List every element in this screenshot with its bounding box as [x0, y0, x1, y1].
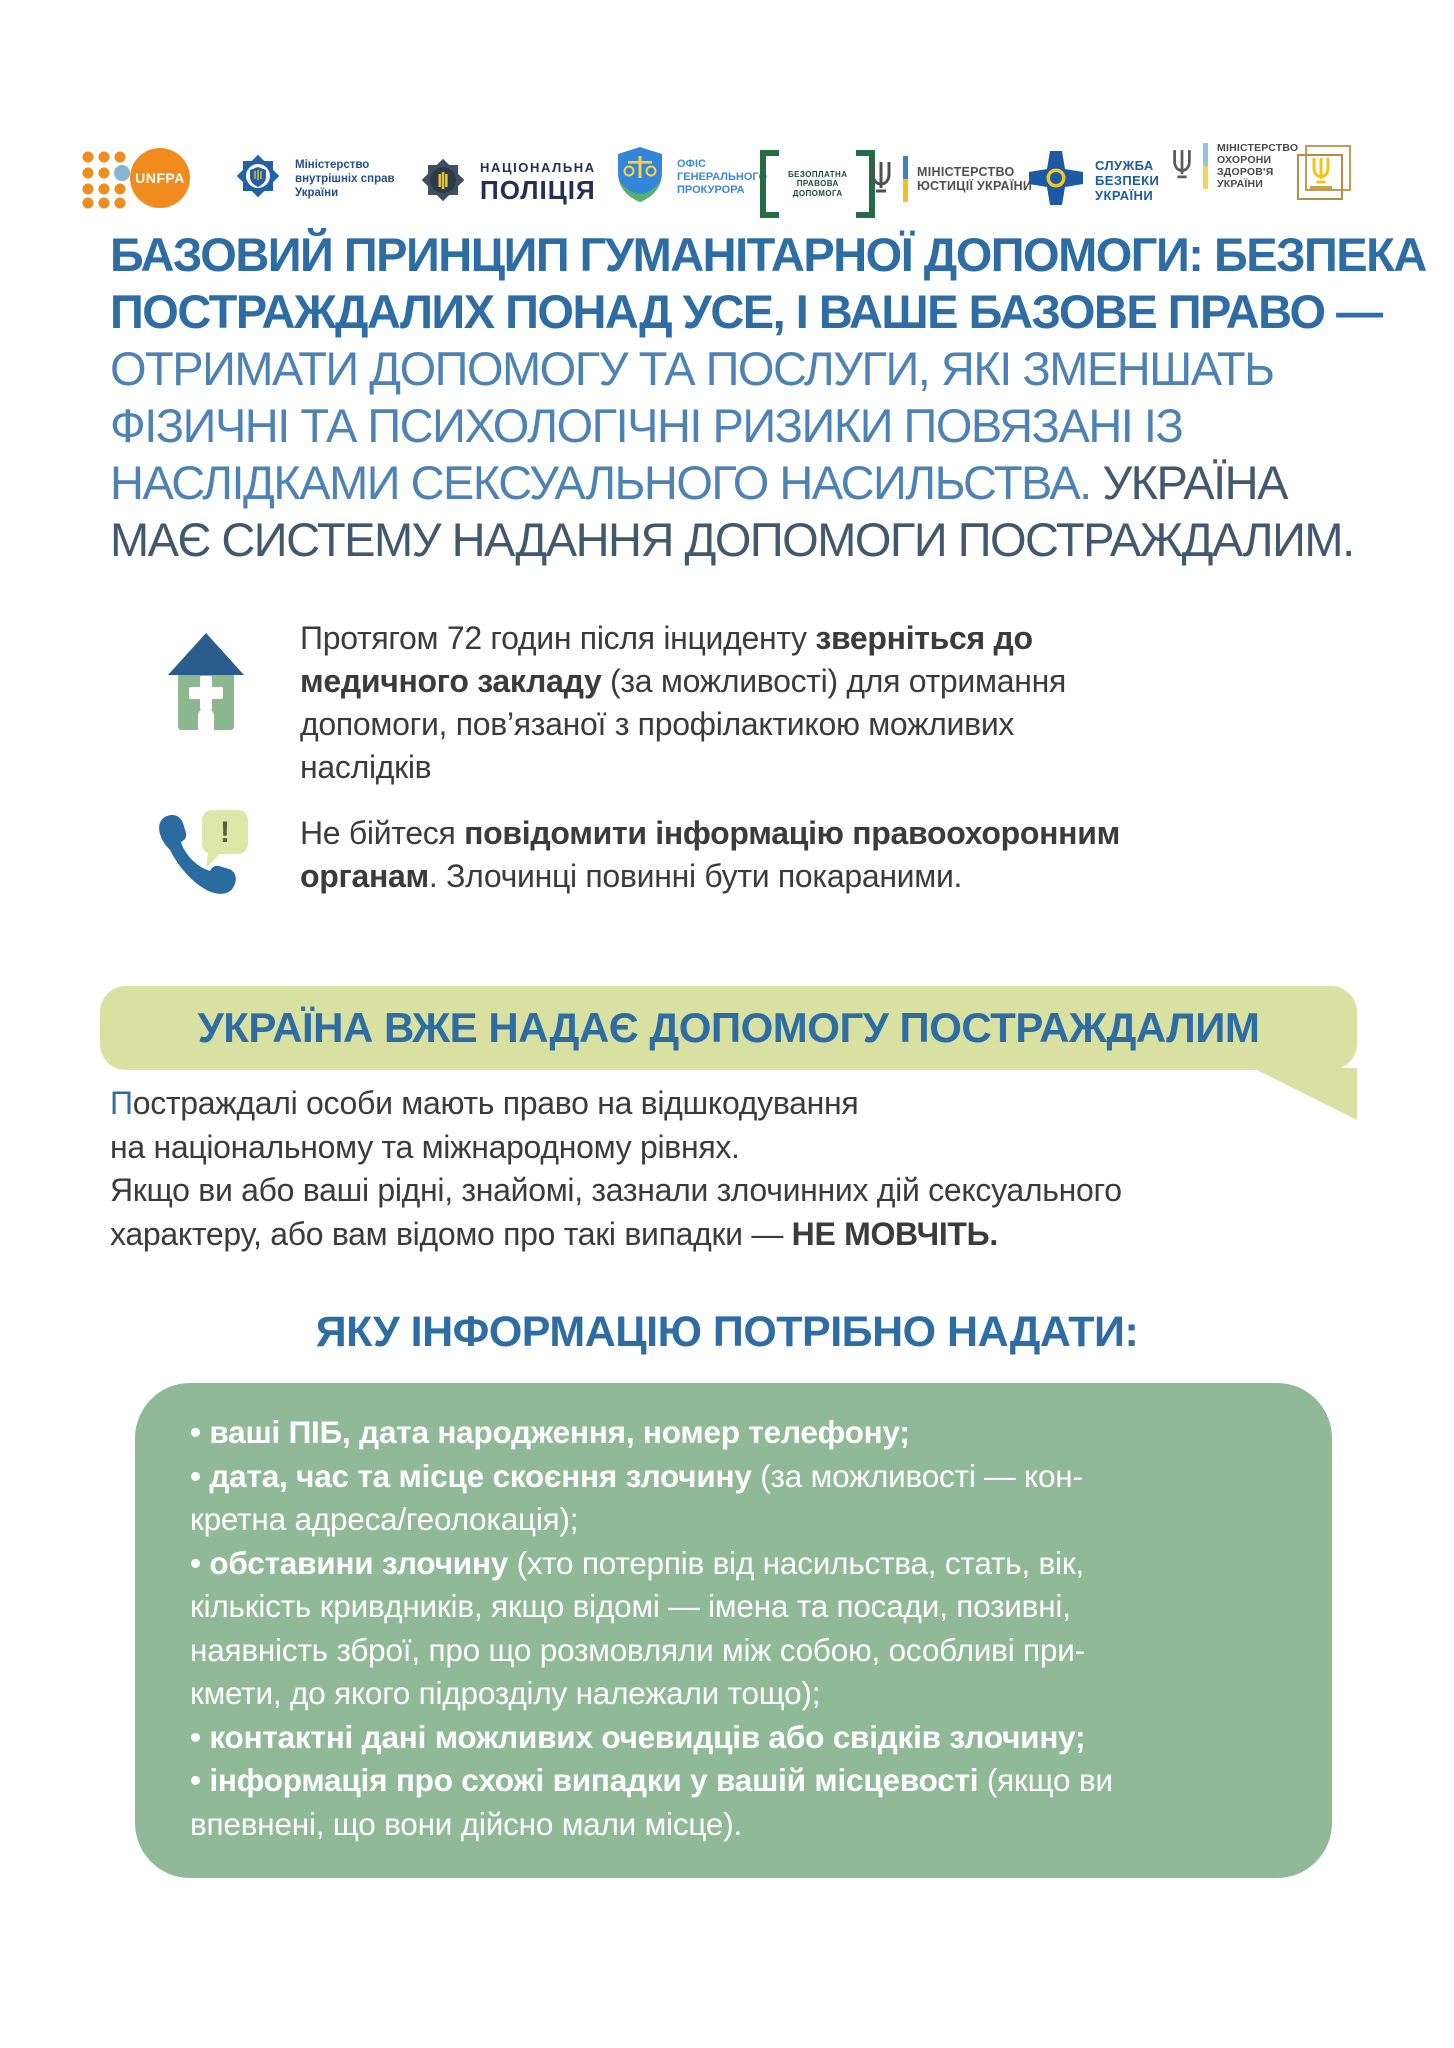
text-line: [190, 1411, 1282, 1455]
text-segment: Якщо ви або ваші рідні, знайомі, зазнали злочинних дій сексуального: [110, 1172, 1122, 1208]
text-segment: НАСЛІДКАМИ СЕКСУАЛЬНОГО НАСИЛЬСТВА.: [110, 456, 1103, 509]
trident-squares-icon: [1292, 142, 1356, 211]
text-segment: характеру, або вам відомо про такі випадки —: [110, 1215, 792, 1252]
police-star-badge-icon: [230, 148, 286, 209]
text-line: [190, 1629, 1282, 1673]
text-segment: НЕ МОВЧІТЬ.: [791, 1215, 998, 1252]
text-line: України: [295, 186, 339, 199]
logo-free-legal-aid: [760, 150, 875, 218]
text-segment: зверніться до: [815, 620, 1033, 656]
text-segment: (хто потерпів від насильства, стать, вік,: [508, 1544, 1084, 1581]
text-segment: наслідків: [300, 749, 432, 785]
unfpa-icon: [78, 146, 192, 210]
mvs-label: [295, 158, 395, 200]
text-segment: кретна адреса/геолокація);: [190, 1501, 579, 1537]
text-segment: ФІЗИЧНІ ТА ПСИХОЛОГІЧНІ РИЗИКИ ПОВЯЗАНІ ІЗ: [110, 399, 1183, 452]
text-segment: Протягом 72 годин після інциденту: [300, 620, 816, 656]
text-segment: • контактні дані можливих очевидців або свідків злочину;: [190, 1718, 1086, 1755]
logo-ministry-internal-affairs: [230, 148, 395, 209]
compensation-paragraph: [110, 1082, 1122, 1256]
text-segment: МАЄ СИСТЕМУ НАДАННЯ ДОПОМОГИ ПОСТРАЖДАЛИМ.: [110, 513, 1354, 566]
report-to-police-text: [300, 812, 1120, 898]
text-line: [190, 1803, 1282, 1847]
logo-security-service: [1026, 148, 1159, 213]
bracket-left-icon: [760, 150, 779, 218]
text-segment: ПОСТРАЖДАЛИХ ПОНАД УСЕ, І ВАШЕ БАЗОВЕ ПРАВО —: [110, 285, 1382, 338]
text-segment: ОТРИМАТИ ДОПОМОГУ ТА ПОСЛУГИ, ЯКІ ЗМЕНШАТЬ: [110, 342, 1274, 395]
prosecutor-shield-icon: [612, 144, 668, 211]
text-segment: допомоги, пов’язаної з профілактикою можливих: [300, 706, 1015, 742]
text-line: [190, 1759, 1282, 1803]
text-line: ОХОРОНИ: [1217, 154, 1272, 166]
required-info-box: [135, 1383, 1332, 1878]
text-line: [110, 283, 1382, 340]
text-line: [190, 1585, 1282, 1629]
text-segment: • ваші ПІБ, дата народження, номер телефону;: [190, 1414, 910, 1450]
text-line: БЕЗОПЛАТНА: [788, 169, 848, 179]
text-line: ПОЛІЦІЯ: [480, 174, 596, 205]
text-line: [300, 855, 1120, 898]
text-segment: БАЗОВИЙ ПРИНЦИП ГУМАНІТАРНОЇ ДОПОМОГИ: БЕЗПЕКА: [110, 228, 1426, 281]
text-line: ЗДОРОВ'Я: [1217, 166, 1274, 178]
logo-ministry-health: [1170, 142, 1298, 190]
text-line: ПРАВОВА: [796, 179, 839, 189]
text-line: БЕЗПЕКИ: [1095, 173, 1160, 188]
text-segment: • інформація про схожі випадки у вашій місцевості: [190, 1762, 979, 1798]
text-line: [110, 397, 1360, 454]
text-segment: органам: [300, 858, 429, 894]
text-segment: (за можливості — кон-: [751, 1457, 1083, 1494]
police-label: [480, 160, 596, 206]
text-line: ГЕНЕРАЛЬНОГО: [677, 171, 768, 183]
text-line: [110, 1126, 1122, 1170]
text-line: [110, 1169, 1122, 1213]
medical-house-icon: [168, 628, 244, 737]
help-banner: [100, 986, 1357, 1070]
text-line: УКРАЇНИ: [1217, 178, 1264, 190]
text-segment: • обставини злочину: [190, 1544, 509, 1581]
text-line: СЛУЖБА: [1095, 158, 1154, 173]
text-line: [110, 1082, 1122, 1126]
svg-text:!: !: [220, 816, 230, 849]
text-segment: • дата, час та місце скоєння злочину: [190, 1457, 752, 1494]
text-line: [190, 1455, 1282, 1499]
text-segment: . Злочинці повинні бути покараними.: [428, 858, 963, 894]
text-line: МІНІСТЕРСТВО: [1217, 142, 1299, 154]
text-segment: П: [110, 1085, 133, 1121]
text-line: [110, 511, 1360, 568]
banner-title: УКРАЇНА ВЖЕ НАДАЄ ДОПОМОГУ ПОСТРАЖДАЛИМ: [197, 1004, 1260, 1051]
logo-state-emblem-squares: [1292, 142, 1356, 211]
logo-national-police: [415, 152, 596, 213]
text-segment: кмети, до якого підрозділу належали тощо);: [190, 1675, 821, 1711]
unfpa-circle: [130, 148, 190, 208]
text-segment: наявність зброї, про що розмовляли між собою, особливі при-: [190, 1631, 1085, 1668]
phone-alert-icon: [148, 808, 252, 921]
unfpa-label: UNFPA: [135, 170, 185, 186]
text-line: ДОПОМОГА: [792, 188, 843, 198]
text-segment: впевнені, що вони дійсно мали місце).: [190, 1805, 743, 1842]
speech-bubble-tail: [1253, 1068, 1357, 1120]
text-segment: повідомити інформацію правоохоронним: [464, 815, 1120, 851]
medical-help-text: [300, 617, 1066, 789]
flag-bar-icon: [903, 156, 908, 202]
text-line: [190, 1716, 1282, 1760]
logo-unfpa: [78, 146, 192, 210]
logo-bar: [78, 134, 1378, 224]
text-line: МІНІСТЕРСТВО: [917, 165, 1015, 179]
text-line: [300, 660, 1066, 703]
text-line: [300, 617, 1066, 660]
text-line: [190, 1498, 1282, 1542]
legal-aid-label: [788, 170, 847, 199]
text-line: [110, 226, 1426, 283]
trident-icon: [1170, 147, 1194, 186]
text-segment: остраждалі особи мають право на відшкодування: [132, 1085, 859, 1121]
prosecutor-label: [677, 158, 767, 197]
flag-bar-icon: [1203, 143, 1208, 189]
text-segment: кількість кривдників, якщо відомі — імена та посади, позивні,: [190, 1588, 1071, 1624]
justice-label: [917, 165, 1032, 193]
logo-ministry-justice: [868, 156, 1032, 202]
text-segment: медичного закладу: [300, 663, 602, 699]
text-segment: Не бійтеся: [300, 815, 465, 851]
trident-icon: [868, 159, 894, 200]
text-segment: на національному та міжнародному рівнях.: [110, 1128, 740, 1165]
section-heading: ЯКУ ІНФОРМАЦІЮ ПОТРІБНО НАДАТИ:: [315, 1308, 1139, 1356]
text-line: [190, 1672, 1282, 1716]
text-line: [110, 340, 1360, 397]
text-line: [300, 703, 1066, 746]
text-segment: (якщо ви: [978, 1762, 1113, 1798]
health-label: [1217, 142, 1298, 190]
text-line: УКРАЇНИ: [1095, 188, 1154, 203]
un-emblem-icon: [114, 165, 130, 181]
text-line: Міністерство: [295, 158, 370, 171]
text-line: НАЦІОНАЛЬНА: [480, 159, 596, 175]
text-line: [190, 1542, 1282, 1586]
sbu-label: [1095, 158, 1159, 203]
text-segment: (за можливості) для отримання: [601, 663, 1066, 699]
text-segment: УКРАЇНА: [1102, 456, 1287, 509]
text-line: внутрішніх справ: [295, 172, 395, 185]
police-dark-star-icon: [415, 152, 471, 213]
headline: [110, 226, 1426, 568]
text-line: ОФІС: [677, 158, 706, 170]
sbu-cross-icon: [1026, 148, 1086, 213]
text-line: ПРОКУРОРА: [677, 184, 745, 196]
text-line: ЮСТИЦІЇ УКРАЇНИ: [917, 179, 1033, 193]
text-line: [110, 1213, 1122, 1257]
text-line: [300, 812, 1120, 855]
text-line: [300, 746, 1066, 789]
text-line: [110, 454, 1360, 511]
logo-prosecutor-general-office: [612, 144, 767, 211]
